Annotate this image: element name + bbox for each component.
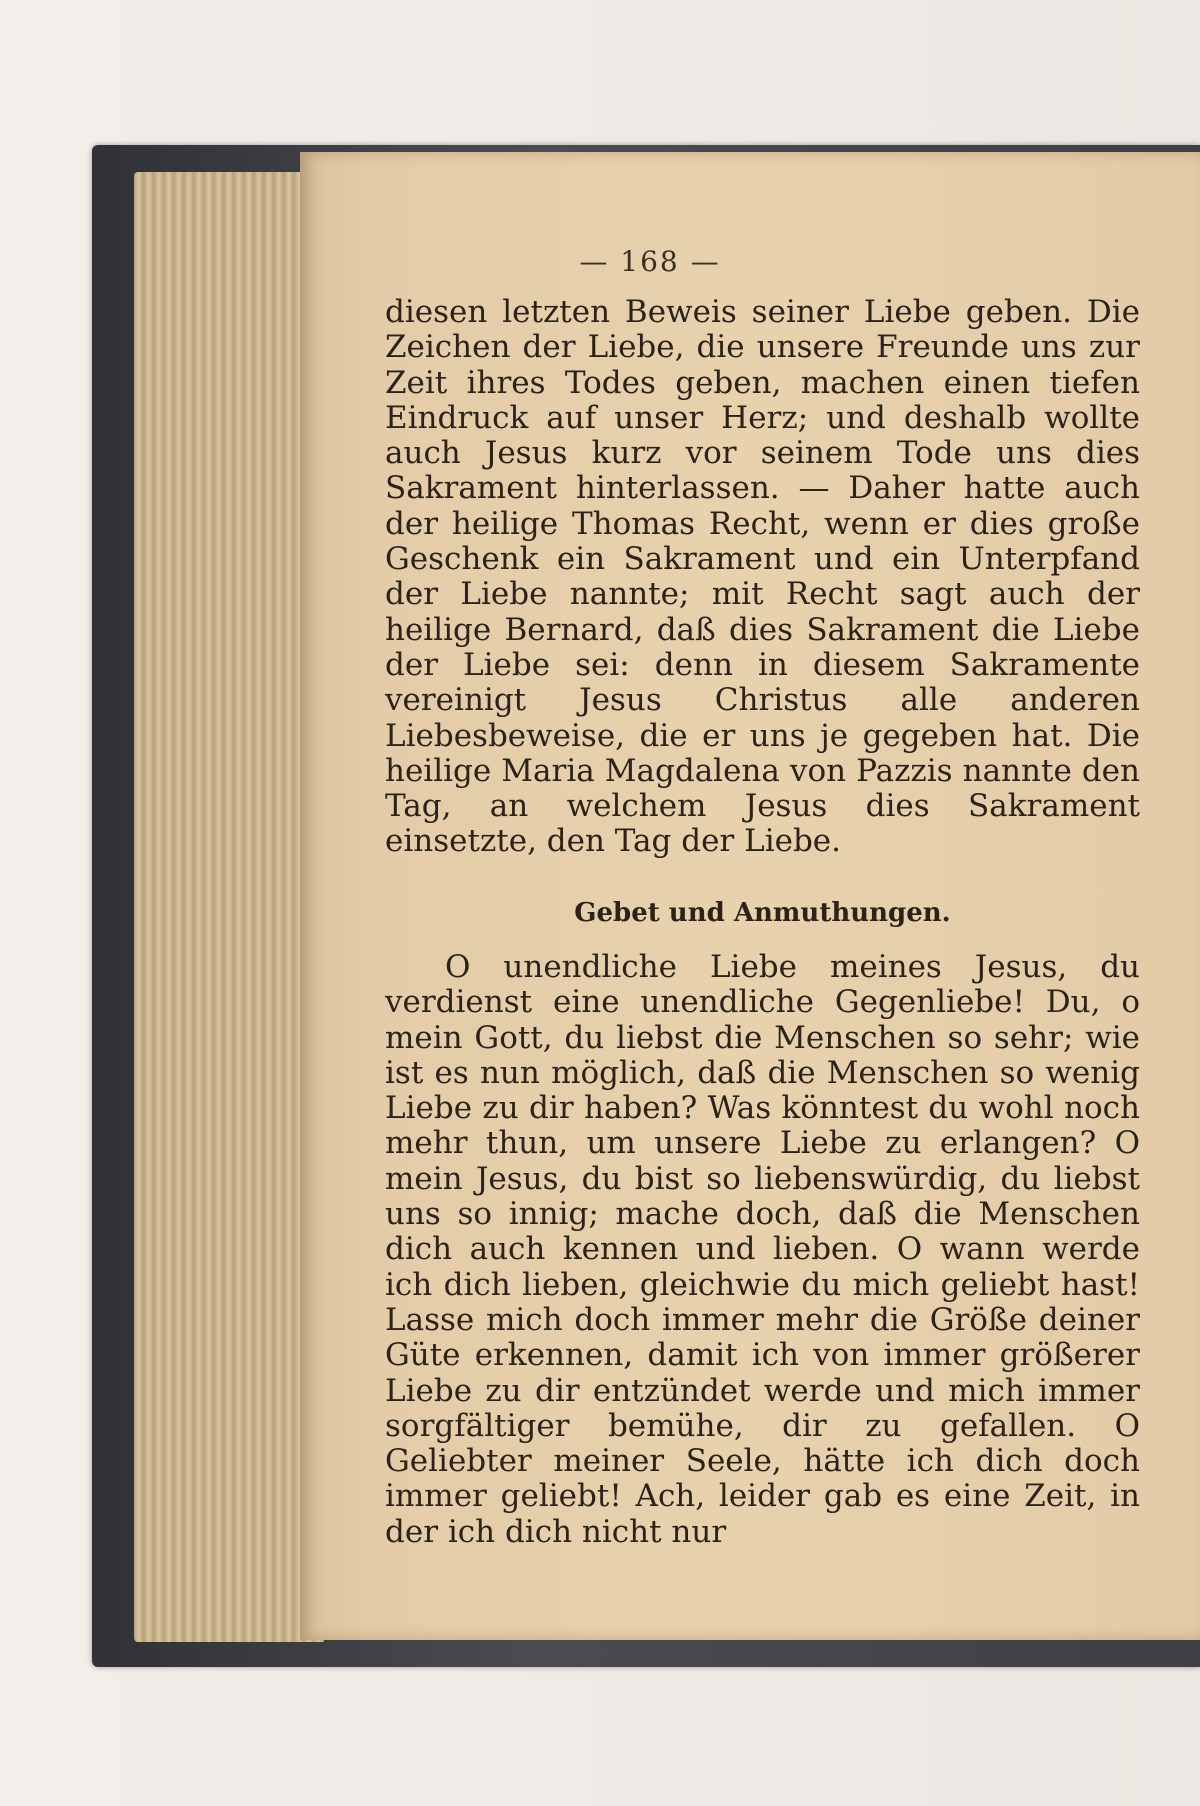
section-heading: Gebet und Anmuthungen. [574, 898, 951, 928]
page-edges [134, 172, 324, 1642]
main-paragraph-block [385, 295, 1140, 860]
page-number: — 168 — [579, 245, 721, 278]
prayer-paragraph: O unendliche Liebe meines Jesus, du verdienst eine unendliche Gegenliebe! Du, o mein Gott, du liebst die Menschen so sehr; wie ist es nun möglich, daß die Menschen so wenig Liebe zu dir haben? Was könntest du wohl noch mehr thun, um unsere Liebe zu erlangen? O mein Jesus, du bist so liebenswürdig, du liebst uns so innig; mache doch, daß die Menschen dich auch kennen und lieben. O wann werde ich dich lieben, gleichwie du mich geliebt hast! Lasse mich doch immer mehr die Größe deiner Güte erkennen, damit ich von immer größerer Liebe zu dir entzündet werde und mich immer sorgfältiger bemühe, dir zu gefallen. O Geliebter meiner Seele, hätte ich dich doch immer geliebt! Ach, leider gab es eine Zeit, in der ich dich nicht nur [385, 949, 1140, 1550]
main-paragraph: diesen letzten Beweis seiner Liebe geben. Die Zeichen der Liebe, die unsere Freunde uns zur Zeit ihres Todes geben, machen einen tiefen Eindruck auf unser Herz; und deshalb wollte auch Jesus kurz vor seinem Tode uns dies Sakrament hinterlassen. — Daher hatte auch der heilige Thomas Recht, wenn er dies große Geschenk ein Sakrament und ein Unterpfand der Liebe nannte; mit Recht sagt auch der heilige Bernard, daß dies Sakrament die Liebe der Liebe sei: denn in diesem Sakramente vereinigt Jesus Christus alle anderen Liebesbeweise, die er uns je gegeben hat. Die heilige Maria Magdalena von Pazzis nannte den Tag, an welchem Jesus dies Sakrament einsetzte, den Tag der Liebe. [385, 294, 1140, 860]
